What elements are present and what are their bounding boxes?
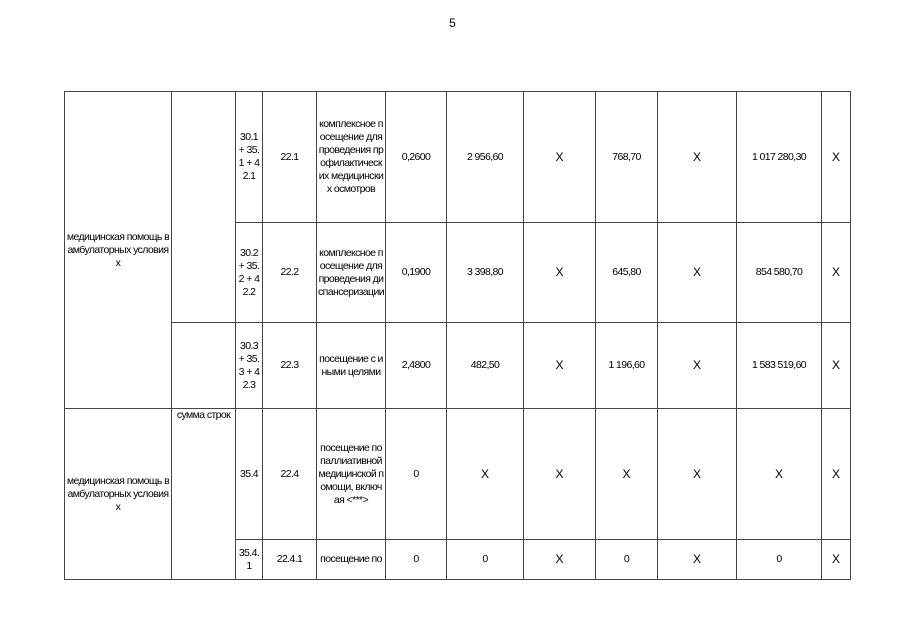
value-cell: 1 583 519,60 [737,323,822,409]
codes-cell: 35.4.1 [236,540,263,580]
line-number-cell: 22.3 [263,323,317,409]
value-cell: 0,2600 [386,92,447,223]
unit-cell: комплексное посещение для проведения профилактических медицинских осмотров [317,92,386,223]
value-cell: 2,4800 [386,323,447,409]
value-cell: X [524,409,596,540]
source-cell: сумма строк [172,409,236,580]
value-cell: 0 [386,409,447,540]
value-cell: X [822,92,851,223]
value-cell: 0 [386,540,447,580]
value-cell: 1 196,60 [596,323,658,409]
value-cell: 0 [447,540,524,580]
value-cell: X [822,409,851,540]
value-cell: 482,50 [447,323,524,409]
page-number: 5 [449,16,456,30]
codes-cell: 30.2 + 35.2 + 42.2 [236,223,263,323]
value-cell: 3 398,80 [447,223,524,323]
line-number-cell: 22.4 [263,409,317,540]
source-cell [172,323,236,409]
unit-cell: комплексное посещение для проведения диспансеризации [317,223,386,323]
value-cell: X [822,540,851,580]
value-cell: X [822,223,851,323]
value-cell: X [524,540,596,580]
value-cell: X [596,409,658,540]
value-cell: X [524,92,596,223]
value-cell: 0 [596,540,658,580]
table-row [65,92,851,223]
value-cell: X [447,409,524,540]
value-cell: 0,1900 [386,223,447,323]
value-cell: 645,80 [596,223,658,323]
category-cell: медицинская помощь в амбулаторных условиях [65,92,172,409]
data-table [64,91,851,580]
line-number-cell: 22.4.1 [263,540,317,580]
value-cell: 2 956,60 [447,92,524,223]
value-cell: X [658,323,737,409]
value-cell: 0 [737,540,822,580]
value-cell: X [524,323,596,409]
value-cell: X [737,409,822,540]
unit-cell: посещение по [317,540,386,580]
codes-cell: 35.4 [236,409,263,540]
value-cell: X [658,540,737,580]
value-cell: X [658,409,737,540]
value-cell: X [658,223,737,323]
codes-cell: 30.3 + 35.3 + 42.3 [236,323,263,409]
value-cell: X [822,323,851,409]
unit-cell: посещение с иными целями [317,323,386,409]
source-cell [172,92,236,323]
line-number-cell: 22.2 [263,223,317,323]
codes-cell: 30.1 + 35.1 + 42.1 [236,92,263,223]
unit-cell: посещение по паллиативной медицинской помощи, включая <***> [317,409,386,540]
line-number-cell: 22.1 [263,92,317,223]
value-cell: X [524,223,596,323]
value-cell: 768,70 [596,92,658,223]
value-cell: X [658,92,737,223]
table-row [65,323,851,409]
value-cell: 854 580,70 [737,223,822,323]
value-cell: 1 017 280,30 [737,92,822,223]
table-row [65,409,851,540]
category-cell: медицинская помощь в амбулаторных условиях [65,409,172,580]
